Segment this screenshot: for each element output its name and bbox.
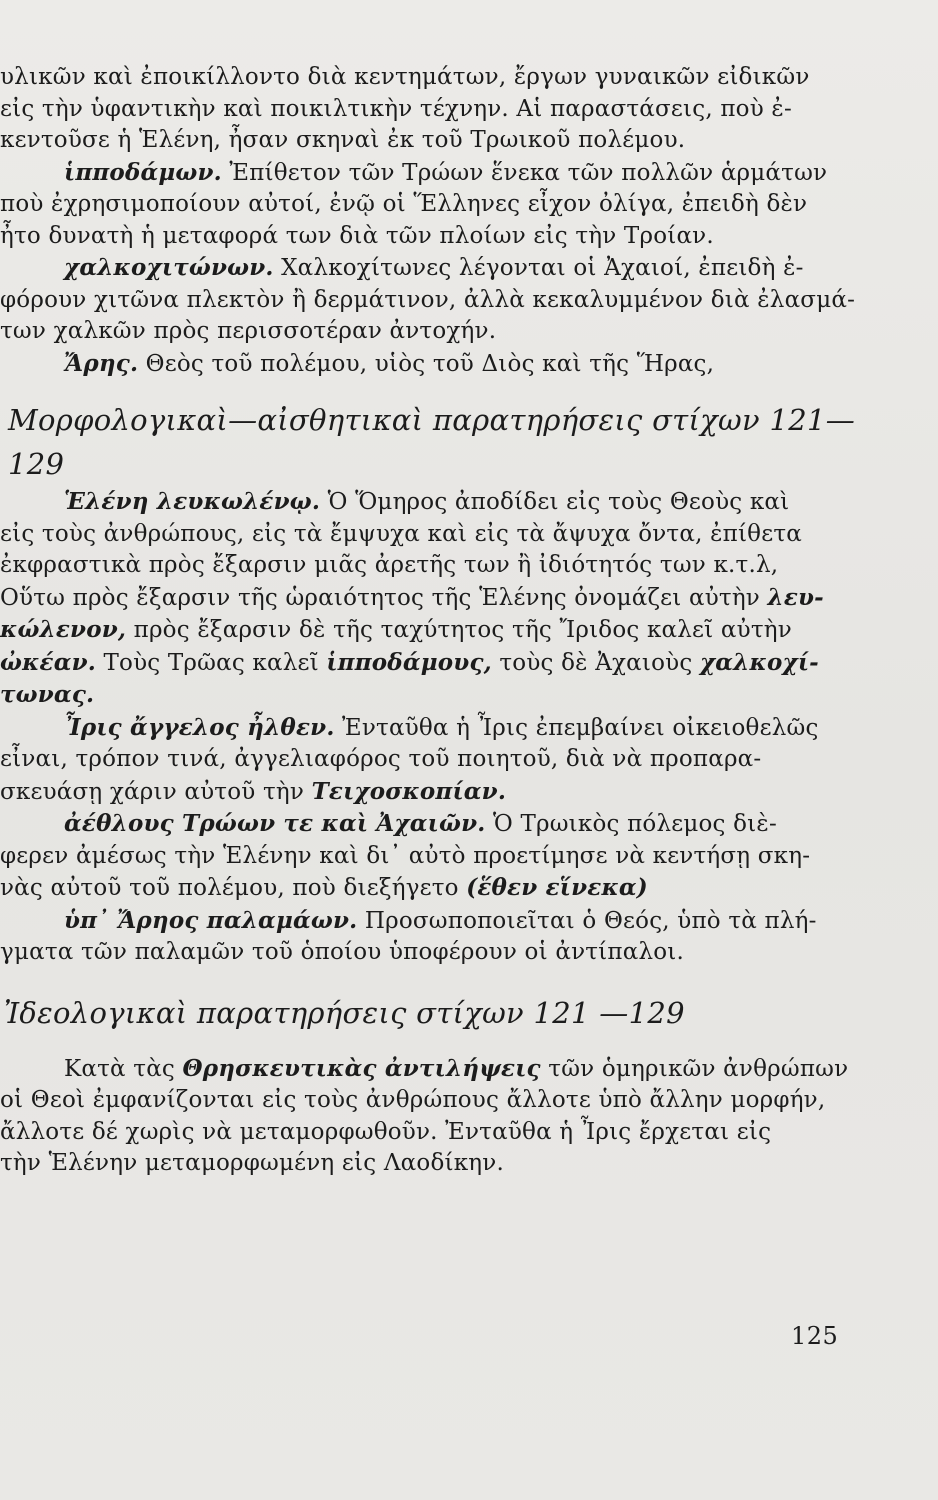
- page-number: 125: [791, 1322, 839, 1350]
- text-line: [0, 221, 882, 253]
- text-span: Οὕτω πρὸς ἔξαρσιν τῆς ὡραιότητος τῆς Ἑλένης ὀνομάζει αὐτὴν: [0, 584, 768, 611]
- text-span: κεντοῦσε ἡ Ἑλένη, ἦσαν σκηναὶ ἐκ τοῦ Τρωικοῦ πολέμου.: [0, 127, 686, 153]
- text-line: [0, 744, 882, 776]
- term: ἱπποδάμους,: [326, 648, 492, 676]
- text-span: φόρουν χιτῶνα πλεκτὸν ἢ δερμάτινον, ἀλλὰ κεκαλυμμένον διὰ ἐλασμά-: [0, 286, 856, 313]
- page-body: [0, 62, 882, 1180]
- text-span: εἶναι, τρόπον τινά, ἀγγελιαφόρος τοῦ ποιητοῦ, διὰ νὰ προπαρα-: [0, 746, 762, 772]
- text-line: [0, 1053, 882, 1086]
- section-heading: Ἰδεολογικαὶ παρατηρήσεις στίχων 121 —129: [4, 995, 685, 1030]
- text-line: [0, 519, 882, 551]
- text-line: [0, 252, 882, 285]
- text-span: Ὁ Τρωικὸς πόλεμος διὲ-: [485, 811, 777, 837]
- text-line: [0, 348, 882, 381]
- term: ἱπποδάμων.: [64, 158, 222, 186]
- text-line: [0, 776, 882, 809]
- text-line: [0, 808, 882, 841]
- text-line: [0, 62, 882, 94]
- text-span: ἦτο δυνατὴ ἡ μεταφορά των διὰ τῶν πλοίων εἰς τὴν Τροίαν.: [0, 222, 714, 249]
- text-line: [0, 647, 882, 680]
- term: χαλκοχί-: [699, 648, 819, 676]
- text-span: νὰς αὐτοῦ τοῦ πολέμου, ποὺ διεξήγετο: [0, 875, 467, 901]
- term: Θρησκευτικὰς ἀντιλήψεις: [182, 1054, 541, 1082]
- term: Ἶρις ἄγγελος ἦλθεν.: [64, 713, 335, 741]
- text-span: Τοὺς Τρῶας καλεῖ: [96, 649, 327, 676]
- text-span: τὴν Ἑλένην μεταμορφωμένη εἰς Λαοδίκην.: [0, 1150, 504, 1176]
- term: κώλενον,: [0, 616, 127, 643]
- text-span: ἄλλοτε δέ χωρὶς νὰ μεταμορφωθοῦν. Ἐνταῦθα ἡ Ἶρις ἔρχεται εἰς: [0, 1118, 772, 1145]
- text-line: [0, 1148, 882, 1180]
- text-span: Θεὸς τοῦ πολέμου, υἱὸς τοῦ Διὸς καὶ τῆς Ἥρας,: [138, 350, 715, 377]
- text-span: Χαλκοχίτωνες λέγονται οἱ Ἀχαιοί, ἐπειδὴ ἐ-: [273, 255, 804, 281]
- section-heading: Μορφολογικαὶ—αἰσθητικαὶ παρατηρήσεις στίχων 121—129: [8, 403, 856, 481]
- text-span: πρὸς ἔξαρσιν δὲ τῆς ταχύτητος τῆς Ἴριδος καλεῖ αὐτὴν: [126, 617, 792, 643]
- term: τωνας.: [0, 681, 95, 708]
- text-line: [0, 937, 882, 969]
- text-span: Ἐπίθετον τῶν Τρώων ἕνεκα τῶν πολλῶν ἁρμάτων: [221, 159, 828, 186]
- text-span: ἐκφραστικὰ πρὸς ἔξαρσιν μιᾶς ἀρετῆς των ἢ ἰδιότητός των κ.τ.λ,: [0, 552, 779, 578]
- term: Ἑλένη λευκωλένῳ.: [64, 488, 321, 515]
- term: Τειχοσκοπίαν.: [311, 777, 507, 805]
- text-line: [0, 841, 882, 873]
- text-span: των χαλκῶν πρὸς περισσοτέραν ἀντοχήν.: [0, 318, 497, 344]
- text-line: [0, 189, 882, 221]
- text-line: [0, 1117, 882, 1149]
- text-span: γματα τῶν παλαμῶν τοῦ ὁποίου ὑποφέρουν οἱ ἀντίπαλοι.: [0, 939, 684, 965]
- text-line: [0, 582, 882, 615]
- text-span: σκευάσῃ χάριν αὐτοῦ τὴν: [0, 778, 312, 805]
- text-line: [0, 94, 882, 126]
- text-line: [0, 316, 882, 348]
- text-span: τοὺς δὲ Ἀχαιοὺς: [491, 649, 700, 676]
- spacer: [0, 1035, 882, 1053]
- text-line: [0, 125, 882, 157]
- term: (ἕθεν εἵνεκα): [466, 874, 648, 901]
- text-span: Προσωποποιεῖται ὁ Θεός, ὑπὸ τὰ πλή-: [357, 907, 817, 934]
- term: ὑπ᾽ Ἄρηος παλαμάων.: [64, 906, 358, 934]
- text-line: [0, 872, 882, 905]
- text-span: εἰς τοὺς ἀνθρώπους, εἰς τὰ ἔμψυχα καὶ εἰς τὰ ἄψυχα ὄντα, ἐπίθετα: [0, 520, 802, 547]
- text-line: [0, 486, 882, 519]
- text-line: [0, 157, 882, 190]
- term: ὠκέαν.: [0, 648, 96, 676]
- term: χαλκοχιτώνων.: [64, 254, 274, 281]
- text-span: ποὺ ἐχρησιμοποίουν αὐτοί, ἐνῷ οἱ Ἕλληνες εἶχον ὀλίγα, ἐπειδὴ δὲν: [0, 191, 808, 217]
- text-line: [0, 614, 882, 647]
- text-span: Ὁ Ὅμηρος ἀποδίδει εἰς τοὺς Θεοὺς καὶ: [320, 489, 790, 515]
- text-span: υλικῶν καὶ ἐποικίλλοντο διὰ κεντημάτων, ἔργων γυναικῶν εἰδικῶν: [0, 64, 810, 90]
- text-line: [0, 550, 882, 582]
- text-line: [0, 679, 882, 712]
- term: Ἄρης.: [64, 349, 139, 377]
- spacer: [0, 380, 882, 398]
- text-span: φερεν ἀμέσως τὴν Ἑλένην καὶ δι᾽ αὐτὸ προετίμησε νὰ κεντήσῃ σκη-: [0, 842, 811, 869]
- text-line: [0, 285, 882, 317]
- text-line: [0, 712, 882, 745]
- text-line: [0, 905, 882, 938]
- text-span: Ἐνταῦθα ἡ Ἶρις ἐπεμβαίνει οἰκειοθελῶς: [334, 714, 819, 741]
- text-span: Κατὰ τὰς: [64, 1055, 183, 1082]
- term: ἀέθλους Τρώων τε καὶ Ἀχαιῶν.: [64, 810, 486, 837]
- text-line: [0, 1085, 882, 1117]
- term: λευ-: [767, 583, 824, 611]
- text-span: τῶν ὁμηρικῶν ἀνθρώπων: [540, 1055, 849, 1082]
- text-span: οἱ Θεοὶ ἐμφανίζονται εἰς τοὺς ἀνθρώπους ἄλλοτε ὑπὸ ἄλλην μορφήν,: [0, 1087, 826, 1113]
- text-span: εἰς τὴν ὑφαντικὴν καὶ ποικιλτικὴν τέχνην. Αἱ παραστάσεις, ποὺ ἐ-: [0, 95, 792, 122]
